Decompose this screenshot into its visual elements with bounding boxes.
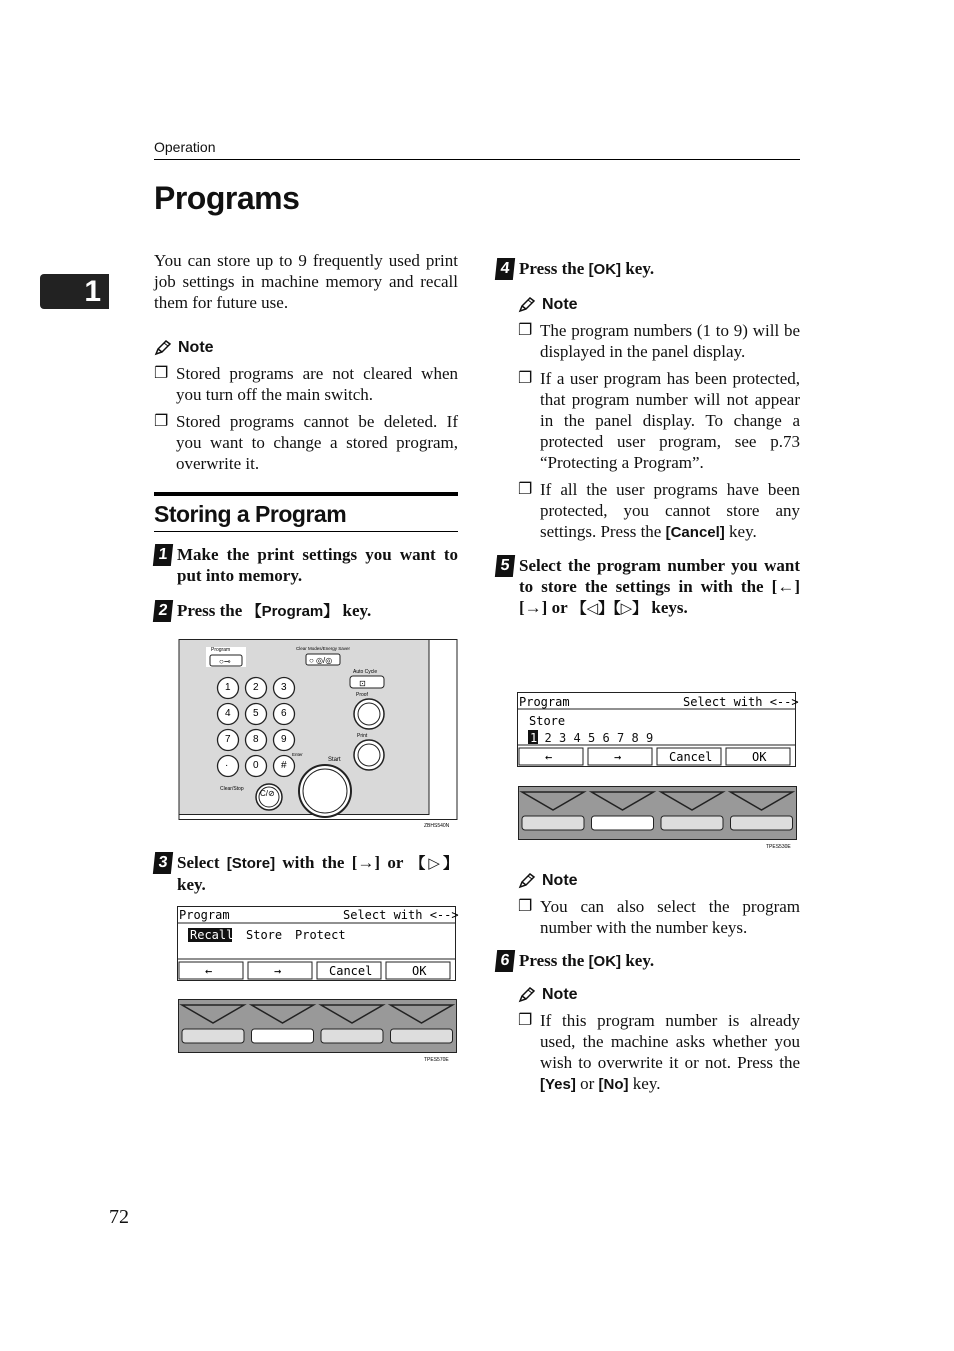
step-2: 2 Press the 【Program】 key. bbox=[154, 600, 458, 622]
svg-text:OK: OK bbox=[412, 964, 427, 978]
header-rule bbox=[154, 159, 800, 160]
svg-text:5: 5 bbox=[253, 708, 259, 719]
chapter-tab: 1 bbox=[40, 274, 109, 309]
number-key bbox=[218, 678, 239, 699]
number-key bbox=[246, 704, 267, 725]
lcd-button[interactable] bbox=[386, 962, 450, 979]
step-number: 3 bbox=[153, 852, 173, 874]
left-column bbox=[154, 250, 458, 622]
checkbox-icon: ❐ bbox=[518, 481, 533, 498]
note-item: ❐ If a user program has been protected, that program number will not appear in the panel display. To change a protected user program, see p.73 “Protecting a Program”. bbox=[518, 369, 800, 472]
program-number: 6 bbox=[602, 731, 610, 745]
number-key bbox=[218, 730, 239, 751]
svg-text:6: 6 bbox=[281, 708, 287, 719]
step-3: 3 Select [Store] with the [→] or 【▷】 key. bbox=[154, 852, 458, 895]
lcd-button[interactable] bbox=[179, 962, 243, 979]
svg-text:4: 4 bbox=[225, 708, 231, 719]
checkbox-icon: ❐ bbox=[518, 322, 533, 339]
note-item: ❐ You can also select the program number with the number keys. bbox=[518, 897, 800, 937]
number-key bbox=[274, 704, 295, 725]
step-4: 4 Press the [OK] key. bbox=[496, 258, 800, 280]
note-item: ❐ The program numbers (1 to 9) will be displayed in the panel display. bbox=[518, 321, 800, 361]
checkbox-icon: ❐ bbox=[518, 1012, 533, 1029]
section-rule bbox=[154, 531, 458, 532]
program-number: 3 bbox=[559, 731, 567, 745]
section-heading: Storing a Program bbox=[154, 501, 347, 527]
right-column-lower bbox=[496, 870, 800, 1101]
lcd-title: Program bbox=[179, 908, 230, 922]
step-number: 4 bbox=[495, 258, 515, 280]
note-heading: Note bbox=[154, 337, 458, 358]
checkbox-icon: ❐ bbox=[154, 413, 169, 430]
note-item: ❐ If all the user programs have been protected, you cannot store any settings. Press the [Cancel] key. bbox=[518, 480, 800, 541]
step-number: 1 bbox=[153, 544, 173, 566]
svg-text:Cancel: Cancel bbox=[669, 750, 713, 764]
store-label: Store bbox=[529, 714, 566, 728]
svg-text:7: 7 bbox=[225, 734, 231, 745]
program-key-label: 【Program】 bbox=[246, 603, 339, 620]
note-item: ❐ Stored programs cannot be deleted. If you want to change a stored program, overwrite it. bbox=[154, 412, 458, 473]
enter-label: Enter bbox=[292, 752, 303, 757]
step-5-note bbox=[518, 870, 800, 938]
cancel-key-label: [Cancel] bbox=[665, 524, 725, 541]
step-6-note bbox=[518, 984, 800, 1095]
selection-keys bbox=[518, 786, 798, 855]
pencil-icon bbox=[154, 340, 172, 356]
figure-code: TPES570E bbox=[424, 1057, 449, 1063]
svg-text:8: 8 bbox=[253, 734, 259, 745]
checkbox-icon: ❐ bbox=[518, 370, 533, 387]
ok-key-label: [OK] bbox=[588, 261, 622, 278]
svg-text:○⊸: ○⊸ bbox=[219, 657, 231, 666]
svg-text:#: # bbox=[281, 760, 287, 771]
step-3-block bbox=[154, 852, 458, 895]
program-number: 9 bbox=[646, 731, 654, 745]
lcd-hint: Select with <--> bbox=[683, 695, 799, 709]
intro-note bbox=[154, 337, 458, 474]
number-key bbox=[274, 756, 295, 777]
clear-stop-label: Clear/Stop bbox=[220, 786, 244, 792]
svg-text:0: 0 bbox=[253, 760, 259, 771]
lcd-button[interactable] bbox=[248, 962, 312, 979]
svg-text:2: 2 bbox=[253, 682, 259, 693]
svg-text:→: → bbox=[274, 964, 282, 978]
figure-code: TPES530E bbox=[766, 844, 791, 850]
recall-option: Recall bbox=[190, 928, 234, 942]
checkbox-icon: ❐ bbox=[518, 898, 533, 915]
section-rule bbox=[154, 492, 458, 496]
section-label: Operation bbox=[154, 139, 216, 155]
lcd-screen-number bbox=[517, 692, 797, 773]
proof-label: Proof bbox=[356, 692, 368, 698]
page-number: 72 bbox=[109, 1206, 129, 1228]
control-panel-illustration bbox=[178, 639, 458, 829]
lcd-button[interactable] bbox=[657, 748, 721, 765]
figure-code: ZBHS540N bbox=[424, 823, 450, 829]
program-number: 2 bbox=[544, 731, 552, 745]
svg-text:→: → bbox=[614, 750, 622, 764]
program-number: 7 bbox=[617, 731, 625, 745]
note-item: ❐ If this program number is already used, the machine asks whether you wish to overwrite it or not. Press the [Yes] or [No] key. bbox=[518, 1011, 800, 1093]
pencil-icon bbox=[518, 987, 536, 1003]
svg-text:⊡: ⊡ bbox=[359, 679, 366, 688]
note-heading: Note bbox=[518, 984, 800, 1005]
svg-text:3: 3 bbox=[281, 682, 287, 693]
svg-text:←: ← bbox=[545, 750, 553, 764]
right-column bbox=[496, 258, 800, 619]
clear-stop-key: C/⊘ bbox=[260, 789, 275, 798]
print-label: Print bbox=[357, 733, 368, 739]
right-key-label: 【▷】 bbox=[410, 855, 458, 872]
note-item: ❐ Stored programs are not cleared when you turn off the main switch. bbox=[154, 364, 458, 404]
number-key bbox=[218, 756, 239, 777]
intro-paragraph: You can store up to 9 frequently used print job settings in machine memory and recall them for future use. bbox=[154, 251, 458, 312]
step-1: 1 Make the print settings you want to put into memory. bbox=[154, 544, 458, 586]
step-number: 5 bbox=[495, 555, 515, 577]
no-key-label: [No] bbox=[598, 1076, 629, 1093]
step-4-note bbox=[518, 294, 800, 543]
number-key bbox=[274, 678, 295, 699]
selection-keys bbox=[178, 999, 458, 1068]
pencil-icon bbox=[518, 873, 536, 889]
auto-cycle-label: Auto Cycle bbox=[353, 669, 378, 675]
number-key bbox=[246, 678, 267, 699]
lcd-button[interactable] bbox=[519, 748, 583, 765]
svg-text:○ ◎/◎: ○ ◎/◎ bbox=[309, 656, 333, 665]
start-label: Start bbox=[328, 757, 341, 763]
arrow-keys-label: 【◁】【▷】 bbox=[571, 600, 648, 617]
lcd-hint: Select with <--> bbox=[343, 908, 459, 922]
note-heading: Note bbox=[518, 870, 800, 891]
svg-text:9: 9 bbox=[281, 734, 287, 745]
program-number: 1 bbox=[530, 731, 538, 745]
store-key-label: [Store] bbox=[226, 855, 276, 872]
svg-text:·: · bbox=[225, 760, 229, 771]
lcd-title: Program bbox=[519, 695, 570, 709]
step-number: 2 bbox=[153, 600, 173, 622]
step-number: 6 bbox=[495, 950, 515, 972]
page-title: Programs bbox=[154, 180, 300, 216]
step-6: 6 Press the [OK] key. bbox=[496, 950, 800, 972]
lcd-button[interactable] bbox=[317, 962, 381, 979]
yes-key-label: [Yes] bbox=[540, 1076, 576, 1093]
note-heading: Note bbox=[518, 294, 800, 315]
store-option: Store bbox=[246, 928, 283, 942]
program-number: 5 bbox=[588, 731, 596, 745]
svg-text:OK: OK bbox=[752, 750, 767, 764]
svg-text:Cancel: Cancel bbox=[329, 964, 373, 978]
protect-option: Protect bbox=[295, 928, 346, 942]
number-key bbox=[246, 756, 267, 777]
clear-modes-label: Clear Modes/Energy Saver bbox=[296, 646, 351, 651]
lcd-button[interactable] bbox=[588, 748, 652, 765]
lcd-screen-store bbox=[177, 906, 457, 987]
lcd-button[interactable] bbox=[726, 748, 790, 765]
number-key bbox=[218, 704, 239, 725]
program-number: 8 bbox=[631, 731, 639, 745]
step-5: 5 Select the program number you want to store the settings in with the [←] [→] or 【◁】【▷】 keys. bbox=[496, 555, 800, 619]
program-number: 4 bbox=[573, 731, 581, 745]
number-key bbox=[246, 730, 267, 751]
svg-text:←: ← bbox=[205, 964, 213, 978]
checkbox-icon: ❐ bbox=[154, 365, 169, 382]
number-key bbox=[274, 730, 295, 751]
pencil-icon bbox=[518, 297, 536, 313]
svg-text:1: 1 bbox=[225, 682, 231, 693]
program-button-label: Program bbox=[211, 647, 231, 653]
ok-key-label: [OK] bbox=[588, 953, 622, 970]
